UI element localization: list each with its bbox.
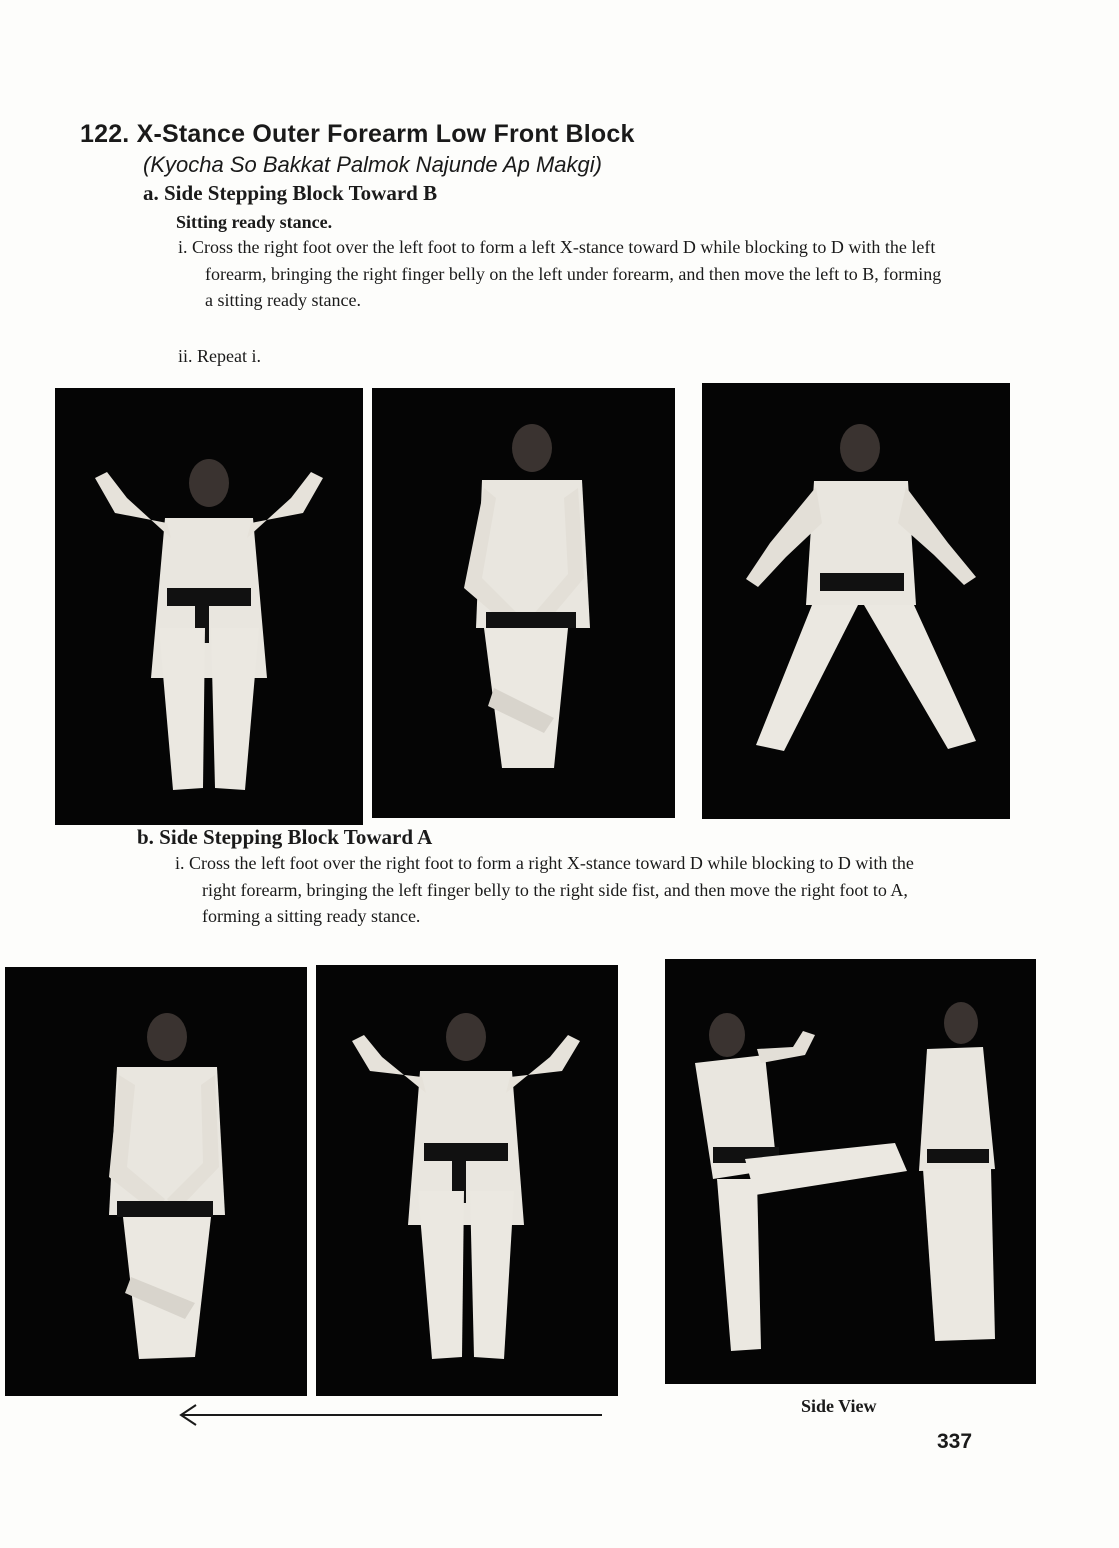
subsection-a-heading: a. Side Stepping Block Toward B — [143, 181, 438, 205]
step-b-i: i. Cross the left foot over the right foot to form a right X-stance toward D while blocking to D with the right forearm, bringing the left finger belly to the right side fist, and then move the right foot to A, forming a sitting ready stance. — [175, 853, 914, 926]
figure-x-stance-block-right — [5, 967, 307, 1396]
figure-arms-raised — [55, 388, 363, 825]
page-number: 337 — [937, 1430, 973, 1453]
figure-sitting-stance — [702, 383, 1010, 819]
photo-a-2 — [372, 388, 675, 818]
figure-x-stance-block — [372, 388, 675, 818]
section-subtitle: (Kyocha So Bakkat Palmok Najunde Ap Makgi) — [143, 152, 602, 177]
photo-a-3 — [702, 383, 1010, 819]
subsection-b-heading: b. Side Stepping Block Toward A — [137, 825, 433, 849]
direction-arrow-left-icon — [176, 1402, 606, 1428]
section-title: 122. X-Stance Outer Forearm Low Front Block — [80, 120, 635, 148]
photo-b-side-view — [665, 959, 1036, 1384]
figure-arms-raised-2 — [316, 965, 618, 1396]
photo-b-1 — [5, 967, 307, 1396]
photo-b-2 — [316, 965, 618, 1396]
figure-side-view-kick — [665, 959, 1036, 1384]
ready-stance-label: Sitting ready stance. — [176, 212, 333, 232]
photo-a-1 — [55, 388, 363, 825]
step-a-i: i. Cross the right foot over the left foot to form a left X-stance toward D while blocking to D with the left forearm, bringing the right finger belly on the left under forearm, and then move the left to B, forming a sitting ready stance. — [178, 237, 942, 310]
step-a-ii: ii. Repeat i. — [178, 346, 261, 366]
side-view-caption: Side View — [801, 1396, 877, 1416]
